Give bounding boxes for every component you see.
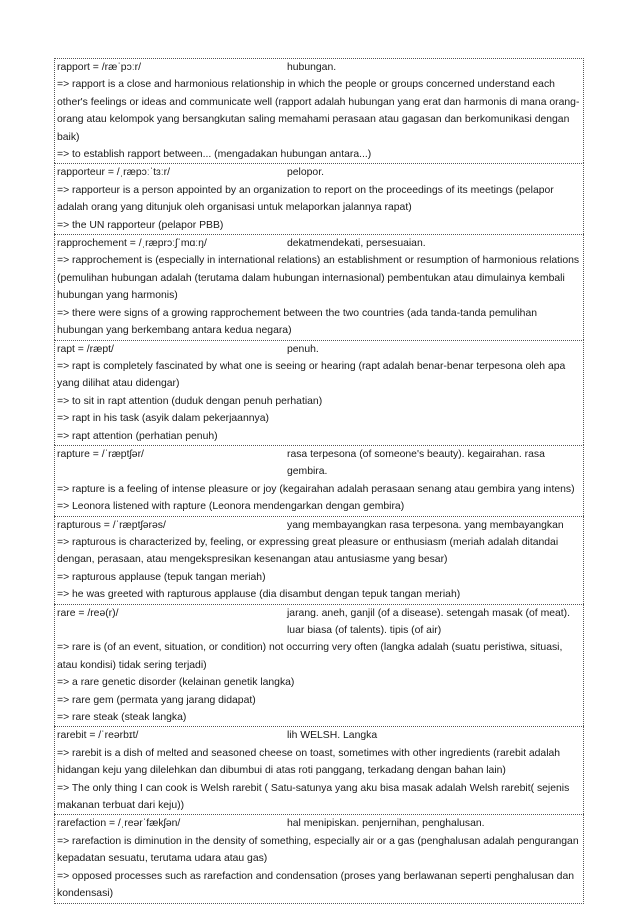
entry-line: => rapporteur is a person appointed by an organization to report on the proceedings of its meetings (pelapor adalah orang yang ditunjuk oleh organisasi untuk melaporkan jalannya rapat) bbox=[57, 184, 554, 214]
entry-line: => rare is (of an event, situation, or condition) not occurring very often (langka adalah (suatu peristiwa, situasi, atau kondisi) tidak sering terjadi) bbox=[57, 642, 563, 671]
entry-line: => a rare genetic disorder (kelainan genetik langka) bbox=[57, 677, 295, 689]
dictionary-entry bbox=[54, 234, 584, 339]
entry-line: => rare gem (permata yang jarang didapat) bbox=[57, 694, 256, 706]
entry-line: => rapprochement is (especially in international relations) an establishment or resumption of harmonious relations (pemulihan hubungan adalah (terutama dalam hubungan internasional) pembentukan atau dimulainya kembali hubungan yang harmonis) bbox=[57, 255, 580, 302]
dictionary-entry bbox=[54, 726, 584, 814]
entry-translation: dekatmendekati, persesuaian. bbox=[287, 238, 426, 250]
entry-line: => rapt is completely fascinated by what one is seeing or hearing (rapt adalah benar-benar terpesona oleh apa yang dilihat atau didengar) bbox=[57, 360, 566, 390]
entry-line: => rarefaction is diminution in the density of something, especially air or a gas (penghalusan adalah pengurangan kepadatan sesuatu, terutama udara atau gas) bbox=[57, 835, 579, 865]
entry-line: => rapport is a close and harmonious relationship in which the people or groups concerned understand each other's feelings or ideas and communicate well (rapport adalah hubungan yang erat dan harmonis di mana orang-orang atau kelompok yang bersangkutan saling memahami perasaan atau gagasan dan berkomunikasi dengan baik) bbox=[57, 79, 580, 143]
entry-translation: lih WELSH. Langka bbox=[287, 730, 378, 742]
dictionary-entry bbox=[54, 516, 584, 604]
entry-headword: rare = /reə(r)/ bbox=[57, 607, 119, 619]
entry-line: => the UN rapporteur (pelapor PBB) bbox=[57, 219, 224, 231]
entry-headword: rarefaction = /ˌreərˈfækʃən/ bbox=[57, 818, 181, 830]
entry-line: => The only thing I can cook is Welsh rarebit ( Satu-satunya yang aku bisa masak adalah Welsh rarebit( sejenis makanan terbuat dari keju)) bbox=[57, 782, 570, 812]
entry-translation: yang membayangkan rasa terpesona. yang membayangkan bbox=[287, 519, 564, 531]
entry-headword: rapport = /ræˈpɔːr/ bbox=[57, 62, 142, 73]
entry-translation: rasa terpesona (of someone's beauty). kegairahan. rasa gembira. bbox=[287, 448, 545, 478]
dictionary-entry bbox=[54, 340, 584, 445]
entry-line: => rapturous applause (tepuk tangan meriah) bbox=[57, 571, 266, 583]
entry-line: => to sit in rapt attention (duduk dengan penuh perhatian) bbox=[57, 395, 323, 407]
entry-headline bbox=[57, 727, 581, 744]
entry-headword: rapt = /ræpt/ bbox=[57, 343, 114, 355]
entry-line: => opposed processes such as rarefaction and condensation (proses yang berlawanan seperti penghalusan dan kondensasi) bbox=[57, 870, 574, 900]
entry-headword: rapturous = /ˈræptʃərəs/ bbox=[57, 519, 166, 531]
entry-headline bbox=[57, 605, 581, 640]
entry-headline bbox=[57, 235, 581, 252]
entry-headline bbox=[57, 341, 581, 358]
entry-line: => there were signs of a growing rapprochement between the two countries (ada tanda-tanda pemulihan hubungan yang berkembang antara kedua negara) bbox=[57, 307, 537, 337]
entry-line: => Leonora listened with rapture (Leonora mendengarkan dengan gembira) bbox=[57, 501, 405, 513]
entry-headword: rarebit = /ˈreərbɪt/ bbox=[57, 730, 139, 742]
entry-headline bbox=[57, 446, 581, 481]
entry-translation: hubungan. bbox=[287, 62, 337, 73]
entry-headline bbox=[57, 517, 581, 534]
entry-line: => rare steak (steak langka) bbox=[57, 712, 187, 724]
entry-line: => rapt attention (perhatian penuh) bbox=[57, 430, 218, 442]
entry-translation: pelopor. bbox=[287, 167, 324, 179]
entry-headword: rapture = /ˈræptʃər/ bbox=[57, 448, 144, 460]
dictionary-entry bbox=[54, 58, 584, 163]
dictionary-entry bbox=[54, 163, 584, 234]
entry-translation: penuh. bbox=[287, 343, 319, 355]
entry-headline bbox=[57, 815, 581, 832]
entry-line: => rarebit is a dish of melted and seasoned cheese on toast, sometimes with other ingredients (rarebit adalah hidangan keju yang dilelehkan dan dibumbui di atas roti panggang, terkadang dengan bahan lain) bbox=[57, 747, 561, 777]
entry-translation: hal menipiskan. penjernihan, penghalusan. bbox=[287, 818, 485, 830]
entry-headline bbox=[57, 59, 581, 76]
entry-line: => to establish rapport between... (mengadakan hubungan antara...) bbox=[57, 149, 372, 161]
dictionary-entry bbox=[54, 814, 584, 903]
entry-headword: rapprochement = /ˌræprɔːʃˈmɑːŋ/ bbox=[57, 238, 207, 250]
entry-line: => rapt in his task (asyik dalam pekerjaannya) bbox=[57, 413, 269, 425]
entry-translation: jarang. aneh, ganjil (of a disease). setengah masak (of meat). luar biasa (of talents). tipis (of air) bbox=[287, 607, 571, 636]
entry-headline bbox=[57, 164, 581, 181]
entry-headword: rapporteur = /ˌræpɔːˈtɜːr/ bbox=[57, 167, 171, 179]
dictionary-entry bbox=[54, 445, 584, 516]
dictionary-page bbox=[54, 58, 584, 904]
entry-line: => rapture is a feeling of intense pleasure or joy (kegairahan adalah perasaan senang atau gembira yang intens) bbox=[57, 483, 575, 495]
entry-line: => rapturous is characterized by, feeling, or expressing great pleasure or enthusiasm (meriah adalah ditandai dengan, perasaan, atau mengekspresikan kesenangan atau antusiasme yang besar) bbox=[57, 536, 559, 566]
entry-line: => he was greeted with rapturous applause (dia disambut dengan tepuk tangan meriah) bbox=[57, 589, 461, 601]
dictionary-entry bbox=[54, 604, 584, 727]
